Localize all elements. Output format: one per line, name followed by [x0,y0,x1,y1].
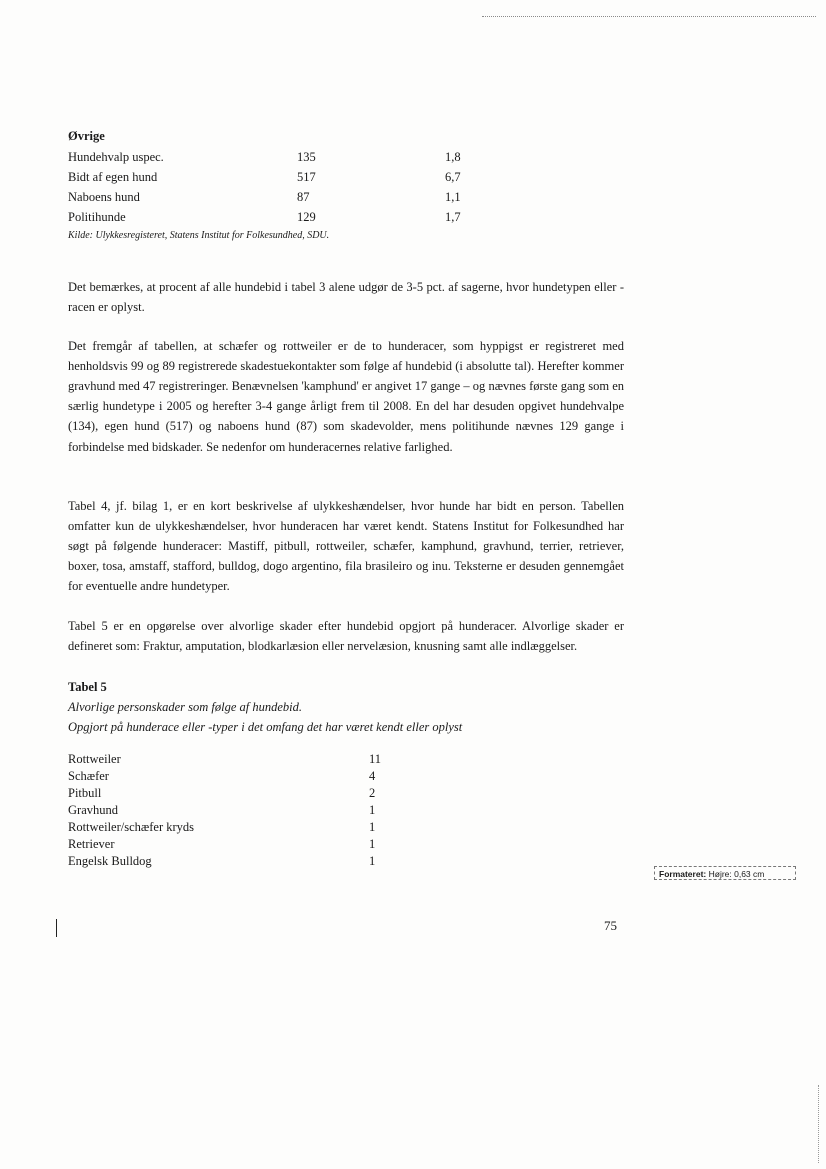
row-count: 517 [297,170,316,184]
comment-key: Formateret: [659,869,707,879]
row-value: 11 [369,752,382,766]
row-label: Retriever [68,837,115,851]
table-row [68,187,488,207]
row-label: Politihunde [68,210,126,224]
change-bar [56,919,57,937]
paragraph: Det fremgår af tabellen, at schæfer og rottweiler er de to hunderacer, som hyppigst er registreret med henholdsvis 99 og 89 registrerede skadestuekontakter som følge af hundebid (i absolutte tal). Herefter kommer gravhund med 47 registreringer. Benævnelsen 'kamphund' er angivet 17 gange – og nævnes første gang som en særlig hundetype i 2005 og herefter 3-4 gange årligt frem til 2008. En del har desuden opgivet hundehvalpe (134), egen hund (517) og naboens hund (87) som skadevolder, mens politihunde nævnes 129 gange i forbindelse med bidskader. Se nedenfor om hunderacernes relative farlighed. [68,338,624,454]
table-ovrige [68,126,488,244]
format-comment-balloon[interactable] [654,866,796,880]
row-label: Rottweiler [68,752,121,766]
row-label: Bidt af egen hund [68,170,158,184]
row-percent: 1,7 [445,210,461,224]
table-row [68,853,398,870]
row-percent: 1,1 [445,190,461,204]
row-count: 129 [297,210,316,224]
row-value: 1 [369,803,376,817]
row-label: Schæfer [68,769,109,783]
row-value: 1 [369,854,376,868]
row-count: 87 [297,190,310,204]
row-label: Gravhund [68,803,118,817]
row-percent: 6,7 [445,170,461,184]
page-number: 75 [604,918,617,933]
row-label: Rottweiler/schæfer kryds [68,820,195,834]
row-label: Pitbull [68,786,102,800]
table-row [68,147,488,167]
table-row [68,785,398,802]
right-dotted-rule [818,1085,819,1163]
row-count: 135 [297,150,316,164]
table5-subtitle: Alvorlige personskader som følge af hundebid. [68,700,302,714]
row-label: Naboens hund [68,190,140,204]
comment-value: Højre: 0,63 cm [708,869,765,879]
paragraph: Tabel 5 er en opgørelse over alvorlige skader efter hundebid opgjort på hunderacer. Alvorlige skader er defineret som: Fraktur, amputation, blodkarlæsion eller nervelæsion, knusning samt alle indlæggelser. [68,618,624,653]
section-heading: Øvrige [68,129,105,143]
table-source: Kilde: Ulykkesregisteret, Statens Institut for Folkesundhed, SDU. [68,230,330,241]
row-value: 2 [369,786,376,800]
row-label: Hundehvalp uspec. [68,150,164,164]
row-value: 4 [369,769,376,783]
table5-subtitle: Opgjort på hunderace eller -typer i det omfang det har været kendt eller oplyst [68,720,463,734]
table-row [68,167,488,187]
paragraph: Det bemærkes, at procent af alle hundebid i tabel 3 alene udgør de 3-5 pct. af sagerne, hvor hundetypen eller -racen er oplyst. [68,279,624,314]
paragraph: Tabel 4, jf. bilag 1, er en kort beskrivelse af ulykkeshændelser, hvor hunde har bidt en person. Tabellen omfatter kun de ulykkeshændelser, hvor hunderacen har været kendt. Statens Institut for Folkesundhed har søgt på følgende hunderacer: Mastiff, pitbull, rottweiler, schæfer, kamphund, gravhund, terrier, retriever, boxer, tosa, amstaff, stafford, bulldog, dogo argentino, fila brasileiro og inu. Teksterne er desuden gennemgået for eventuelle andre hundetyper. [68,498,624,594]
table5-title: Tabel 5 [68,680,107,694]
table-row [68,768,398,785]
table-row [68,802,398,819]
top-dotted-rule [482,16,816,17]
row-value: 1 [369,820,376,834]
table-row [68,207,488,227]
table5 [68,751,398,870]
row-percent: 1,8 [445,150,461,164]
table-row [68,819,398,836]
row-label: Engelsk Bulldog [68,854,152,868]
row-value: 1 [369,837,376,851]
table-row [68,836,398,853]
table-row [68,751,398,768]
